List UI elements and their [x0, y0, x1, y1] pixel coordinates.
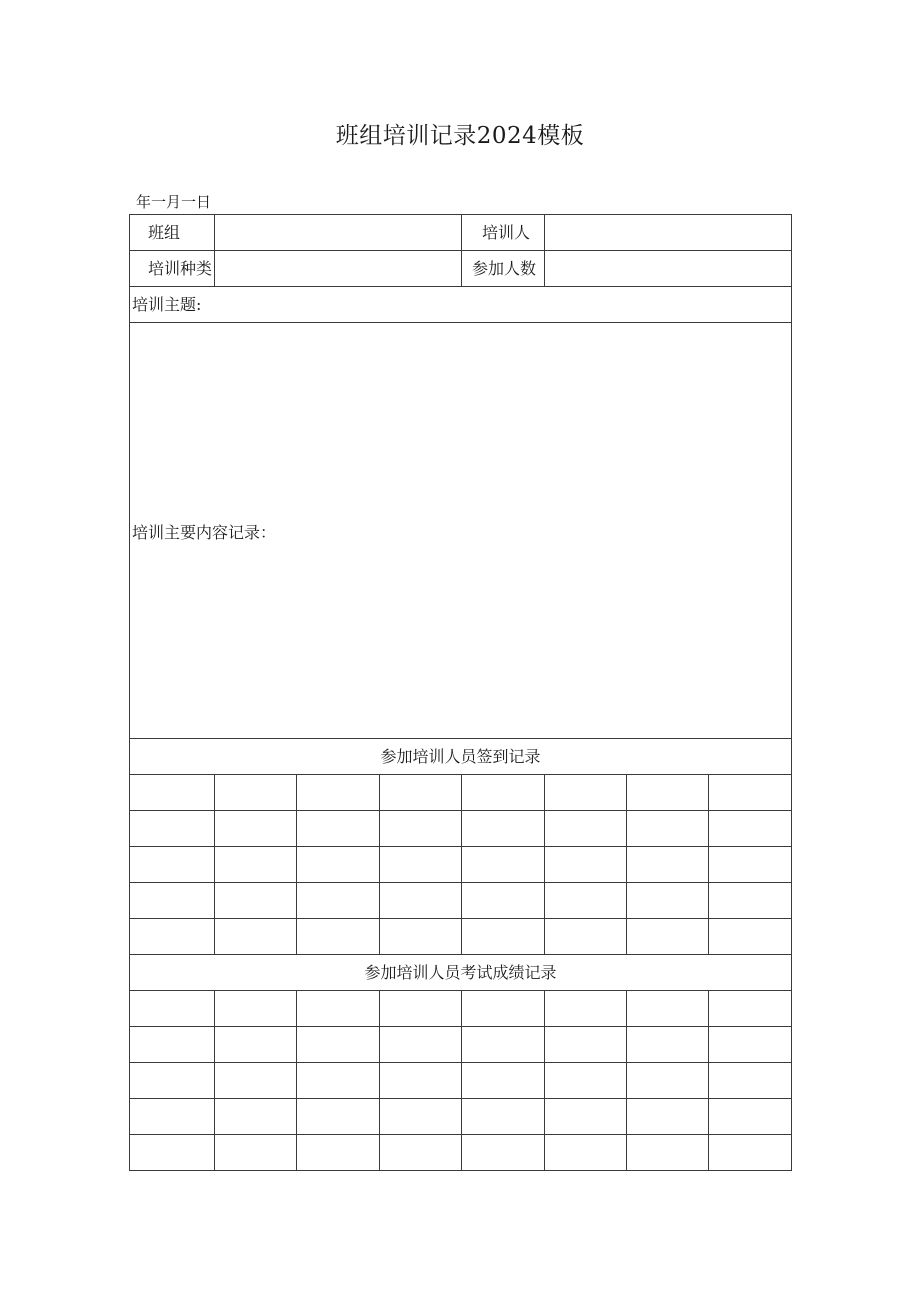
training-type-label: 培训种类 [130, 251, 215, 287]
signin-cell[interactable] [380, 883, 462, 919]
score-row [130, 991, 792, 1027]
signin-cell[interactable] [627, 811, 709, 847]
signin-row [130, 847, 792, 883]
score-cell[interactable] [380, 1063, 462, 1099]
score-cell[interactable] [462, 1063, 545, 1099]
score-cell[interactable] [462, 1099, 545, 1135]
signin-cell[interactable] [380, 775, 462, 811]
score-cell[interactable] [215, 1099, 297, 1135]
document-title: 班组培训记录2024模板 [335, 123, 585, 149]
signin-cell[interactable] [545, 919, 627, 955]
signin-row [130, 883, 792, 919]
signin-cell[interactable] [709, 847, 792, 883]
score-cell[interactable] [130, 991, 215, 1027]
score-cell[interactable] [215, 991, 297, 1027]
signin-cell[interactable] [215, 775, 297, 811]
score-cell[interactable] [627, 991, 709, 1027]
score-cell[interactable] [130, 1027, 215, 1063]
score-cell[interactable] [627, 1099, 709, 1135]
signin-cell[interactable] [297, 883, 380, 919]
signin-cell[interactable] [297, 775, 380, 811]
signin-cell[interactable] [462, 811, 545, 847]
score-cell[interactable] [627, 1027, 709, 1063]
score-section-header [130, 955, 792, 991]
score-cell[interactable] [545, 1099, 627, 1135]
score-cell[interactable] [545, 1135, 627, 1171]
signin-cell[interactable] [130, 919, 215, 955]
content-label: 培训主要内容记录： [132, 523, 277, 542]
score-cell[interactable] [627, 1063, 709, 1099]
training-type-value-cell[interactable] [215, 251, 462, 287]
score-cell[interactable] [709, 1063, 792, 1099]
signin-cell[interactable] [627, 775, 709, 811]
signin-cell[interactable] [709, 883, 792, 919]
score-cell[interactable] [297, 1099, 380, 1135]
signin-cell[interactable] [627, 883, 709, 919]
score-cell[interactable] [545, 1063, 627, 1099]
signin-cell[interactable] [709, 775, 792, 811]
score-row [130, 1135, 792, 1171]
signin-cell[interactable] [545, 775, 627, 811]
signin-row [130, 775, 792, 811]
signin-cell[interactable] [297, 919, 380, 955]
date-line: 年一月一日 [136, 193, 212, 211]
participants-count-label: 参加人数 [462, 251, 545, 287]
score-cell[interactable] [130, 1135, 215, 1171]
form-row-type [130, 251, 792, 287]
signin-cell[interactable] [627, 847, 709, 883]
score-row [130, 1063, 792, 1099]
score-cell[interactable] [380, 991, 462, 1027]
score-row [130, 1099, 792, 1135]
signin-row [130, 919, 792, 955]
signin-cell[interactable] [627, 919, 709, 955]
score-cell[interactable] [215, 1135, 297, 1171]
signin-cell[interactable] [380, 919, 462, 955]
signin-section-header [130, 739, 792, 775]
signin-cell[interactable] [130, 883, 215, 919]
score-row [130, 1027, 792, 1063]
signin-cell[interactable] [215, 919, 297, 955]
form-row-topic [130, 287, 792, 323]
score-cell[interactable] [380, 1099, 462, 1135]
signin-cell[interactable] [545, 811, 627, 847]
content-cell[interactable] [130, 323, 792, 739]
signin-cell[interactable] [297, 811, 380, 847]
signin-cell[interactable] [215, 811, 297, 847]
signin-cell[interactable] [380, 811, 462, 847]
signin-cell[interactable] [545, 847, 627, 883]
topic-cell[interactable] [130, 287, 792, 323]
signin-cell[interactable] [462, 775, 545, 811]
team-value-cell[interactable] [215, 215, 462, 251]
score-cell[interactable] [462, 991, 545, 1027]
score-cell[interactable] [709, 991, 792, 1027]
score-cell[interactable] [130, 1099, 215, 1135]
score-cell[interactable] [215, 1063, 297, 1099]
participants-count-value-cell[interactable] [545, 251, 792, 287]
score-cell[interactable] [130, 1063, 215, 1099]
signin-cell[interactable] [709, 919, 792, 955]
form-row-team [130, 215, 792, 251]
score-cell[interactable] [297, 991, 380, 1027]
signin-cell[interactable] [462, 883, 545, 919]
score-cell[interactable] [215, 1027, 297, 1063]
signin-cell[interactable] [380, 847, 462, 883]
signin-cell[interactable] [545, 883, 627, 919]
topic-label: 培训主题: [132, 294, 202, 314]
form-row-content [130, 323, 792, 739]
score-cell[interactable] [297, 1063, 380, 1099]
score-section-title: 参加培训人员考试成绩记录 [130, 955, 792, 991]
score-cell[interactable] [627, 1135, 709, 1171]
score-cell[interactable] [545, 1027, 627, 1063]
signin-cell[interactable] [709, 811, 792, 847]
trainer-value-cell[interactable] [545, 215, 792, 251]
score-cell[interactable] [709, 1027, 792, 1063]
signin-cell[interactable] [130, 847, 215, 883]
score-cell[interactable] [462, 1135, 545, 1171]
score-cell[interactable] [709, 1135, 792, 1171]
score-cell[interactable] [380, 1027, 462, 1063]
signin-cell[interactable] [297, 847, 380, 883]
signin-row [130, 811, 792, 847]
score-cell[interactable] [462, 1027, 545, 1063]
signin-cell[interactable] [215, 883, 297, 919]
team-label: 班组 [130, 215, 215, 251]
score-cell[interactable] [380, 1135, 462, 1171]
signin-cell[interactable] [130, 811, 215, 847]
signin-cell[interactable] [130, 775, 215, 811]
signin-cell[interactable] [462, 847, 545, 883]
score-cell[interactable] [297, 1135, 380, 1171]
training-record-form [129, 214, 792, 1171]
signin-section-title: 参加培训人员签到记录 [130, 739, 792, 775]
signin-cell[interactable] [215, 847, 297, 883]
score-cell[interactable] [545, 991, 627, 1027]
signin-cell[interactable] [462, 919, 545, 955]
score-cell[interactable] [297, 1027, 380, 1063]
trainer-label: 培训人 [462, 215, 545, 251]
score-cell[interactable] [709, 1099, 792, 1135]
